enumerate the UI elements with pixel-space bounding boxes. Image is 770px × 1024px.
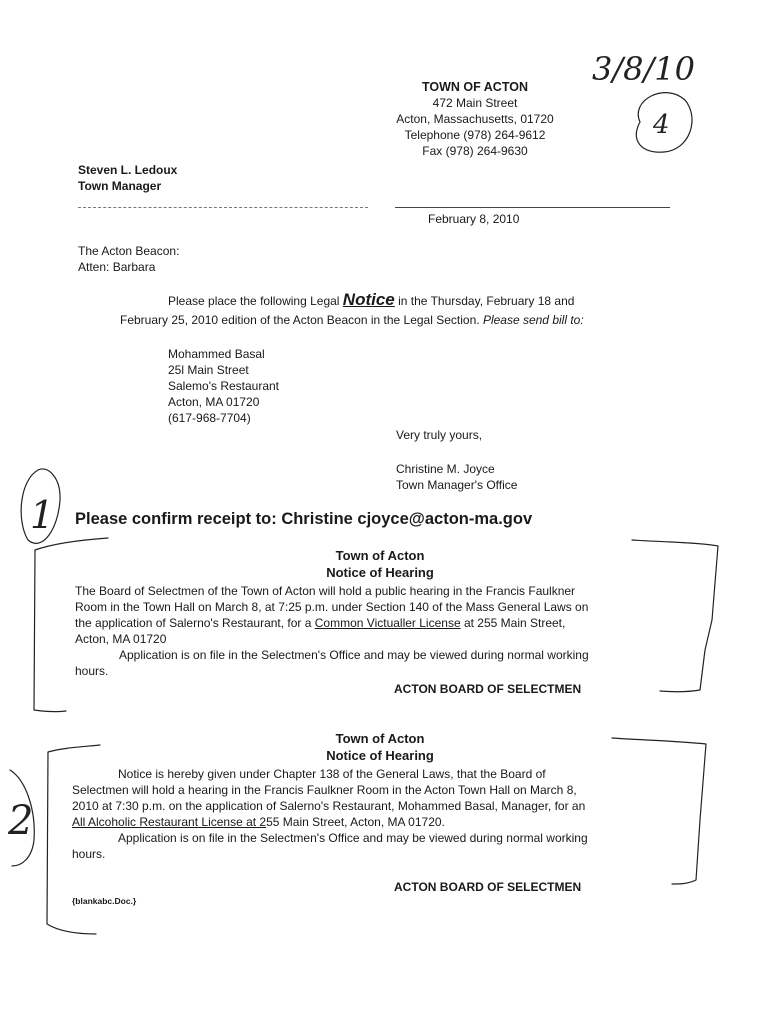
notice2-body xyxy=(72,766,588,862)
bill-to-block xyxy=(168,346,279,426)
notice2-line: Selectmen will hold a hearing in the Francis Faulkner Room in the Acton Town Hall on March 8, xyxy=(72,783,577,797)
handwritten-item-number: 4 xyxy=(653,110,670,140)
bill-to-line: 25l Main Street xyxy=(168,363,249,377)
sender-block xyxy=(78,162,177,194)
notice2-line xyxy=(72,814,588,830)
notice1-signature: ACTON BOARD OF SELECTMEN xyxy=(394,682,582,696)
notice1-title1: Town of Acton xyxy=(335,548,425,563)
footer-code: {blankabc.Doc.} xyxy=(72,896,137,906)
letterhead-fax: Fax (978) 264-9630 xyxy=(422,144,528,158)
request-line2 xyxy=(120,312,584,328)
notice2-signature: ACTON BOARD OF SELECTMEN xyxy=(394,880,582,894)
license-type: All Alcoholic Restaurant License at 2 xyxy=(72,815,267,829)
notice2-line: Notice is hereby given under Chapter 138 of the General Laws, that the Board of xyxy=(118,767,546,781)
letter-date: February 8, 2010 xyxy=(428,212,520,226)
notice1-line: Room in the Town Hall on March 8, at 7:25 p.m. under Section 140 of the Mass General Laws on xyxy=(75,600,589,614)
sender-name: Steven L. Ledoux xyxy=(78,163,178,177)
recipient-block xyxy=(78,243,179,275)
recipient-line1: The Acton Beacon: xyxy=(78,244,180,258)
letterhead-telephone: Telephone (978) 264-9612 xyxy=(404,128,546,142)
license-type: Common Victualler License xyxy=(314,616,461,630)
bill-to-line: (617-968-7704) xyxy=(168,411,251,425)
notice1-line xyxy=(75,615,589,631)
request-line1-post: in the Thursday, February 18 and xyxy=(394,294,575,308)
letterhead-org: TOWN OF ACTON xyxy=(421,80,528,94)
letterhead-city: Acton, Massachusetts, 01720 xyxy=(396,112,554,126)
notice-word: Notice xyxy=(342,290,395,309)
notice1-right-bracket xyxy=(632,540,718,692)
handwritten-date: 3/8/10 xyxy=(592,50,695,88)
request-line1 xyxy=(168,292,574,309)
confirm-receipt: Please confirm receipt to: Christine cjoyce@acton-ma.gov xyxy=(75,510,533,528)
circled-number-outline xyxy=(636,93,692,153)
request-line2-italic: Please send bill to: xyxy=(482,313,584,327)
bill-to-line: Mohammed Basal xyxy=(168,347,265,361)
letterhead-address: 472 Main Street xyxy=(432,96,518,110)
request-line1-pre: Please place the following Legal xyxy=(168,294,343,308)
marker-arc xyxy=(10,770,34,866)
header-divider-right xyxy=(395,207,670,208)
notice2-line: hours. xyxy=(72,847,106,861)
notice1-line: The Board of Selectmen of the Town of Acton will hold a public hearing in the Francis Faulkner xyxy=(75,584,576,598)
notice2-title2: Notice of Hearing xyxy=(326,748,434,763)
handwritten-marker-2: 2 xyxy=(8,798,34,844)
bill-to-line: Salemo's Restaurant xyxy=(168,379,280,393)
circled-marker-outline xyxy=(21,469,60,543)
letterhead xyxy=(370,79,580,159)
closing-office: Town Manager's Office xyxy=(396,478,518,492)
notice2-line: 2010 at 7:30 p.m. on the application of Salerno's Restaurant, Mohammed Basal, Manager, for an xyxy=(72,799,586,813)
notice1-body xyxy=(75,583,589,679)
notice2-title1: Town of Acton xyxy=(335,731,425,746)
notice1-line: Acton, MA 01720 xyxy=(75,632,167,646)
bill-to-line: Acton, MA 01720 xyxy=(168,395,260,409)
notice2-right-bracket xyxy=(612,738,706,884)
sender-title: Town Manager xyxy=(78,179,162,193)
handwritten-marker-1: 1 xyxy=(30,493,55,537)
closing-salutation: Very truly yours, xyxy=(396,428,483,442)
recipient-line2: Atten: Barbara xyxy=(78,260,156,274)
notice1-line: Application is on file in the Selectmen's Office and may be viewed during normal working xyxy=(119,648,589,662)
request-line2-text: February 25, 2010 edition of the Acton Beacon in the Legal Section. xyxy=(120,313,480,327)
notice1-line: hours. xyxy=(75,664,109,678)
notice2-line: Application is on file in the Selectmen's Office and may be viewed during normal working xyxy=(118,831,588,845)
closing-name: Christine M. Joyce xyxy=(396,462,495,476)
notice1-title2: Notice of Hearing xyxy=(326,565,434,580)
header-divider-left xyxy=(78,207,368,208)
notice2-line4-post: 55 Main Street, Acton, MA 01720. xyxy=(266,815,445,829)
notice1-line3-post: at 255 Main Street, xyxy=(460,616,566,630)
notice1-line3-pre: the application of Salerno's Restaurant, for a xyxy=(75,616,315,630)
closing-block xyxy=(396,461,517,493)
